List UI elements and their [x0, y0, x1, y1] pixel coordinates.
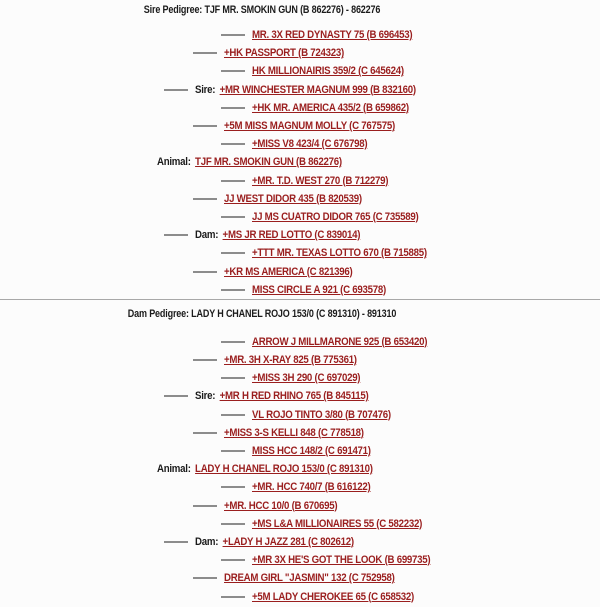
pedigree-row: [0, 533, 524, 551]
pedigree-row-content: [195, 229, 360, 241]
pedigree-row-content: [224, 427, 364, 439]
pedigree-row-content: [224, 120, 395, 132]
tree-connector-line-icon: [221, 341, 245, 343]
tree-connector-line-icon: [221, 450, 245, 452]
pedigree-row: [0, 153, 524, 171]
animal-link[interactable]: +5M LADY CHEROKEE 65 (C 658532): [252, 590, 414, 603]
animal-link[interactable]: HK MILLIONAIRIS 359/2 (C 645624): [252, 65, 404, 78]
pedigree-row-content: [157, 156, 342, 168]
animal-link[interactable]: TJF MR. SMOKIN GUN (B 862276): [195, 156, 342, 169]
animal-link[interactable]: +HK MR. AMERICA 435/2 (B 659862): [252, 101, 409, 114]
pedigree-row-content: [252, 102, 409, 114]
pedigree-row: [0, 460, 524, 478]
pedigree-row: [0, 172, 524, 190]
tree-connector-line-icon: [221, 252, 245, 254]
pedigree-row-content: [195, 390, 369, 402]
pedigree-row: [0, 99, 524, 117]
pedigree-row: [0, 497, 524, 515]
animal-link[interactable]: MR. 3X RED DYNASTY 75 (B 696453): [252, 29, 413, 42]
animal-link[interactable]: +KR MS AMERICA (C 821396): [224, 265, 353, 278]
pedigree-row: [0, 387, 524, 405]
sire-pedigree-title: Sire Pedigree: TJF MR. SMOKIN GUN (B 862276) - 862276: [143, 4, 381, 16]
pedigree-row: [0, 208, 524, 226]
dam-pedigree-section: [0, 300, 600, 606]
relation-label: Animal:: [157, 156, 191, 169]
tree-connector-line-icon: [221, 143, 245, 145]
tree-connector-line-icon: [193, 432, 217, 434]
tree-connector-line-icon: [221, 486, 245, 488]
tree-connector-line-icon: [221, 34, 245, 36]
pedigree-row: [0, 135, 524, 153]
pedigree-row: [0, 262, 524, 280]
animal-link[interactable]: MISS CIRCLE A 921 (C 693578): [252, 283, 386, 296]
pedigree-row: [0, 424, 524, 442]
pedigree-row: [0, 226, 524, 244]
pedigree-row-content: [252, 284, 386, 296]
pedigree-row: [0, 515, 524, 533]
sire-pedigree-section: [0, 0, 600, 299]
pedigree-row-content: [252, 554, 430, 566]
pedigree-row: [0, 333, 524, 351]
tree-connector-line-icon: [193, 52, 217, 54]
tree-connector-line-icon: [193, 125, 217, 127]
dam-pedigree-rows: [0, 333, 524, 606]
pedigree-row: [0, 190, 524, 208]
tree-connector-line-icon: [221, 414, 245, 416]
relation-label: Sire:: [195, 390, 216, 403]
animal-link[interactable]: +MR. T.D. WEST 270 (B 712279): [252, 174, 389, 187]
animal-link[interactable]: +HK PASSPORT (B 724323): [224, 47, 344, 60]
pedigree-row-content: [252, 481, 370, 493]
pedigree-row-content: [157, 463, 373, 475]
tree-connector-line-icon: [221, 180, 245, 182]
animal-link[interactable]: +MISS 3H 290 (C 697029): [252, 372, 361, 385]
pedigree-row-content: [195, 84, 416, 96]
tree-connector-line-icon: [193, 271, 217, 273]
pedigree-row: [0, 478, 524, 496]
tree-connector-line-icon: [221, 289, 245, 291]
pedigree-row-content: [252, 445, 371, 457]
animal-link[interactable]: +MR H RED RHINO 765 (B 845115): [219, 390, 369, 403]
animal-link[interactable]: +MR 3X HE'S GOT THE LOOK (B 699735): [252, 554, 431, 567]
tree-connector-line-icon: [193, 505, 217, 507]
animal-link[interactable]: MISS HCC 148/2 (C 691471): [252, 445, 371, 458]
pedigree-row: [0, 81, 524, 99]
pedigree-row: [0, 369, 524, 387]
pedigree-row-content: [252, 591, 414, 603]
tree-connector-line-icon: [193, 577, 217, 579]
animal-link[interactable]: LADY H CHANEL ROJO 153/0 (C 891310): [195, 463, 373, 476]
animal-link[interactable]: JJ MS CUATRO DIDOR 765 (C 735589): [252, 210, 419, 223]
tree-connector-line-icon: [221, 216, 245, 218]
animal-link[interactable]: JJ WEST DIDOR 435 (B 820539): [224, 192, 362, 205]
animal-link[interactable]: +MISS V8 423/4 (C 676798): [252, 138, 368, 151]
relation-label: Dam:: [195, 229, 219, 242]
animal-link[interactable]: +5M MISS MAGNUM MOLLY (C 767575): [224, 120, 395, 133]
relation-label: Dam:: [195, 535, 219, 548]
animal-link[interactable]: +TTT MR. TEXAS LOTTO 670 (B 715885): [252, 247, 427, 260]
pedigree-row-content: [195, 536, 354, 548]
pedigree-row-content: [224, 354, 357, 366]
animal-link[interactable]: +MS L&A MILLIONAIRES 55 (C 582232): [252, 517, 423, 530]
animal-link[interactable]: +MISS 3-S KELLI 848 (C 778518): [224, 426, 364, 439]
animal-link[interactable]: +MR. HCC 740/7 (B 616122): [252, 481, 371, 494]
tree-connector-line-icon: [221, 559, 245, 561]
pedigree-row-content: [224, 47, 344, 59]
pedigree-row: [0, 442, 524, 460]
tree-connector-line-icon: [164, 395, 188, 397]
pedigree-row-content: [252, 138, 367, 150]
pedigree-row-content: [252, 336, 427, 348]
pedigree-row: [0, 551, 524, 569]
pedigree-row: [0, 26, 524, 44]
pedigree-row-content: [252, 409, 391, 421]
tree-connector-line-icon: [221, 377, 245, 379]
pedigree-row-content: [224, 500, 337, 512]
tree-connector-line-icon: [164, 541, 188, 543]
relation-label: Animal:: [157, 463, 191, 476]
sire-pedigree-inner: [0, 3, 524, 299]
dam-pedigree-inner: [0, 307, 524, 606]
pedigree-row: [0, 281, 524, 299]
tree-connector-line-icon: [221, 523, 245, 525]
animal-link[interactable]: +MR. HCC 10/0 (B 670695): [224, 499, 338, 512]
pedigree-row: [0, 406, 524, 424]
pedigree-row-content: [252, 518, 422, 530]
tree-connector-line-icon: [221, 70, 245, 72]
animal-link[interactable]: DREAM GIRL "JASMIN" 132 (C 752958): [224, 572, 395, 585]
tree-connector-line-icon: [164, 89, 188, 91]
pedigree-row: [0, 62, 524, 80]
animal-link[interactable]: VL ROJO TINTO 3/80 (B 707476): [252, 408, 391, 421]
pedigree-row-content: [252, 211, 418, 223]
tree-connector-line-icon: [164, 234, 188, 236]
animal-link[interactable]: +MR WINCHESTER MAGNUM 999 (B 832160): [219, 83, 416, 96]
pedigree-row-content: [252, 175, 388, 187]
pedigree-row: [0, 244, 524, 262]
relation-label: Sire:: [195, 83, 216, 96]
tree-connector-line-icon: [193, 198, 217, 200]
sire-pedigree-rows: [0, 26, 524, 299]
pedigree-row-content: [252, 247, 427, 259]
tree-connector-line-icon: [221, 596, 245, 598]
pedigree-row-content: [224, 193, 362, 205]
dam-pedigree-title: Dam Pedigree: LADY H CHANEL ROJO 153/0 (C 891310) - 891310: [127, 307, 397, 320]
animal-link[interactable]: +MR. 3H X-RAY 825 (B 775361): [224, 354, 357, 367]
pedigree-row: [0, 351, 524, 369]
animal-link[interactable]: +MS JR RED LOTTO (C 839014): [222, 229, 361, 242]
pedigree-row: [0, 44, 524, 62]
pedigree-row-content: [252, 372, 360, 384]
pedigree-row: [0, 569, 524, 587]
animal-link[interactable]: +LADY H JAZZ 281 (C 802612): [222, 535, 354, 548]
pedigree-row-content: [224, 572, 395, 584]
pedigree-row: [0, 117, 524, 135]
tree-connector-line-icon: [193, 359, 217, 361]
pedigree-row-content: [252, 29, 412, 41]
tree-connector-line-icon: [221, 107, 245, 109]
pedigree-row-content: [252, 65, 404, 77]
animal-link[interactable]: ARROW J MILLMARONE 925 (B 653420): [252, 335, 428, 348]
pedigree-row-content: [224, 266, 353, 278]
pedigree-row: [0, 587, 524, 605]
